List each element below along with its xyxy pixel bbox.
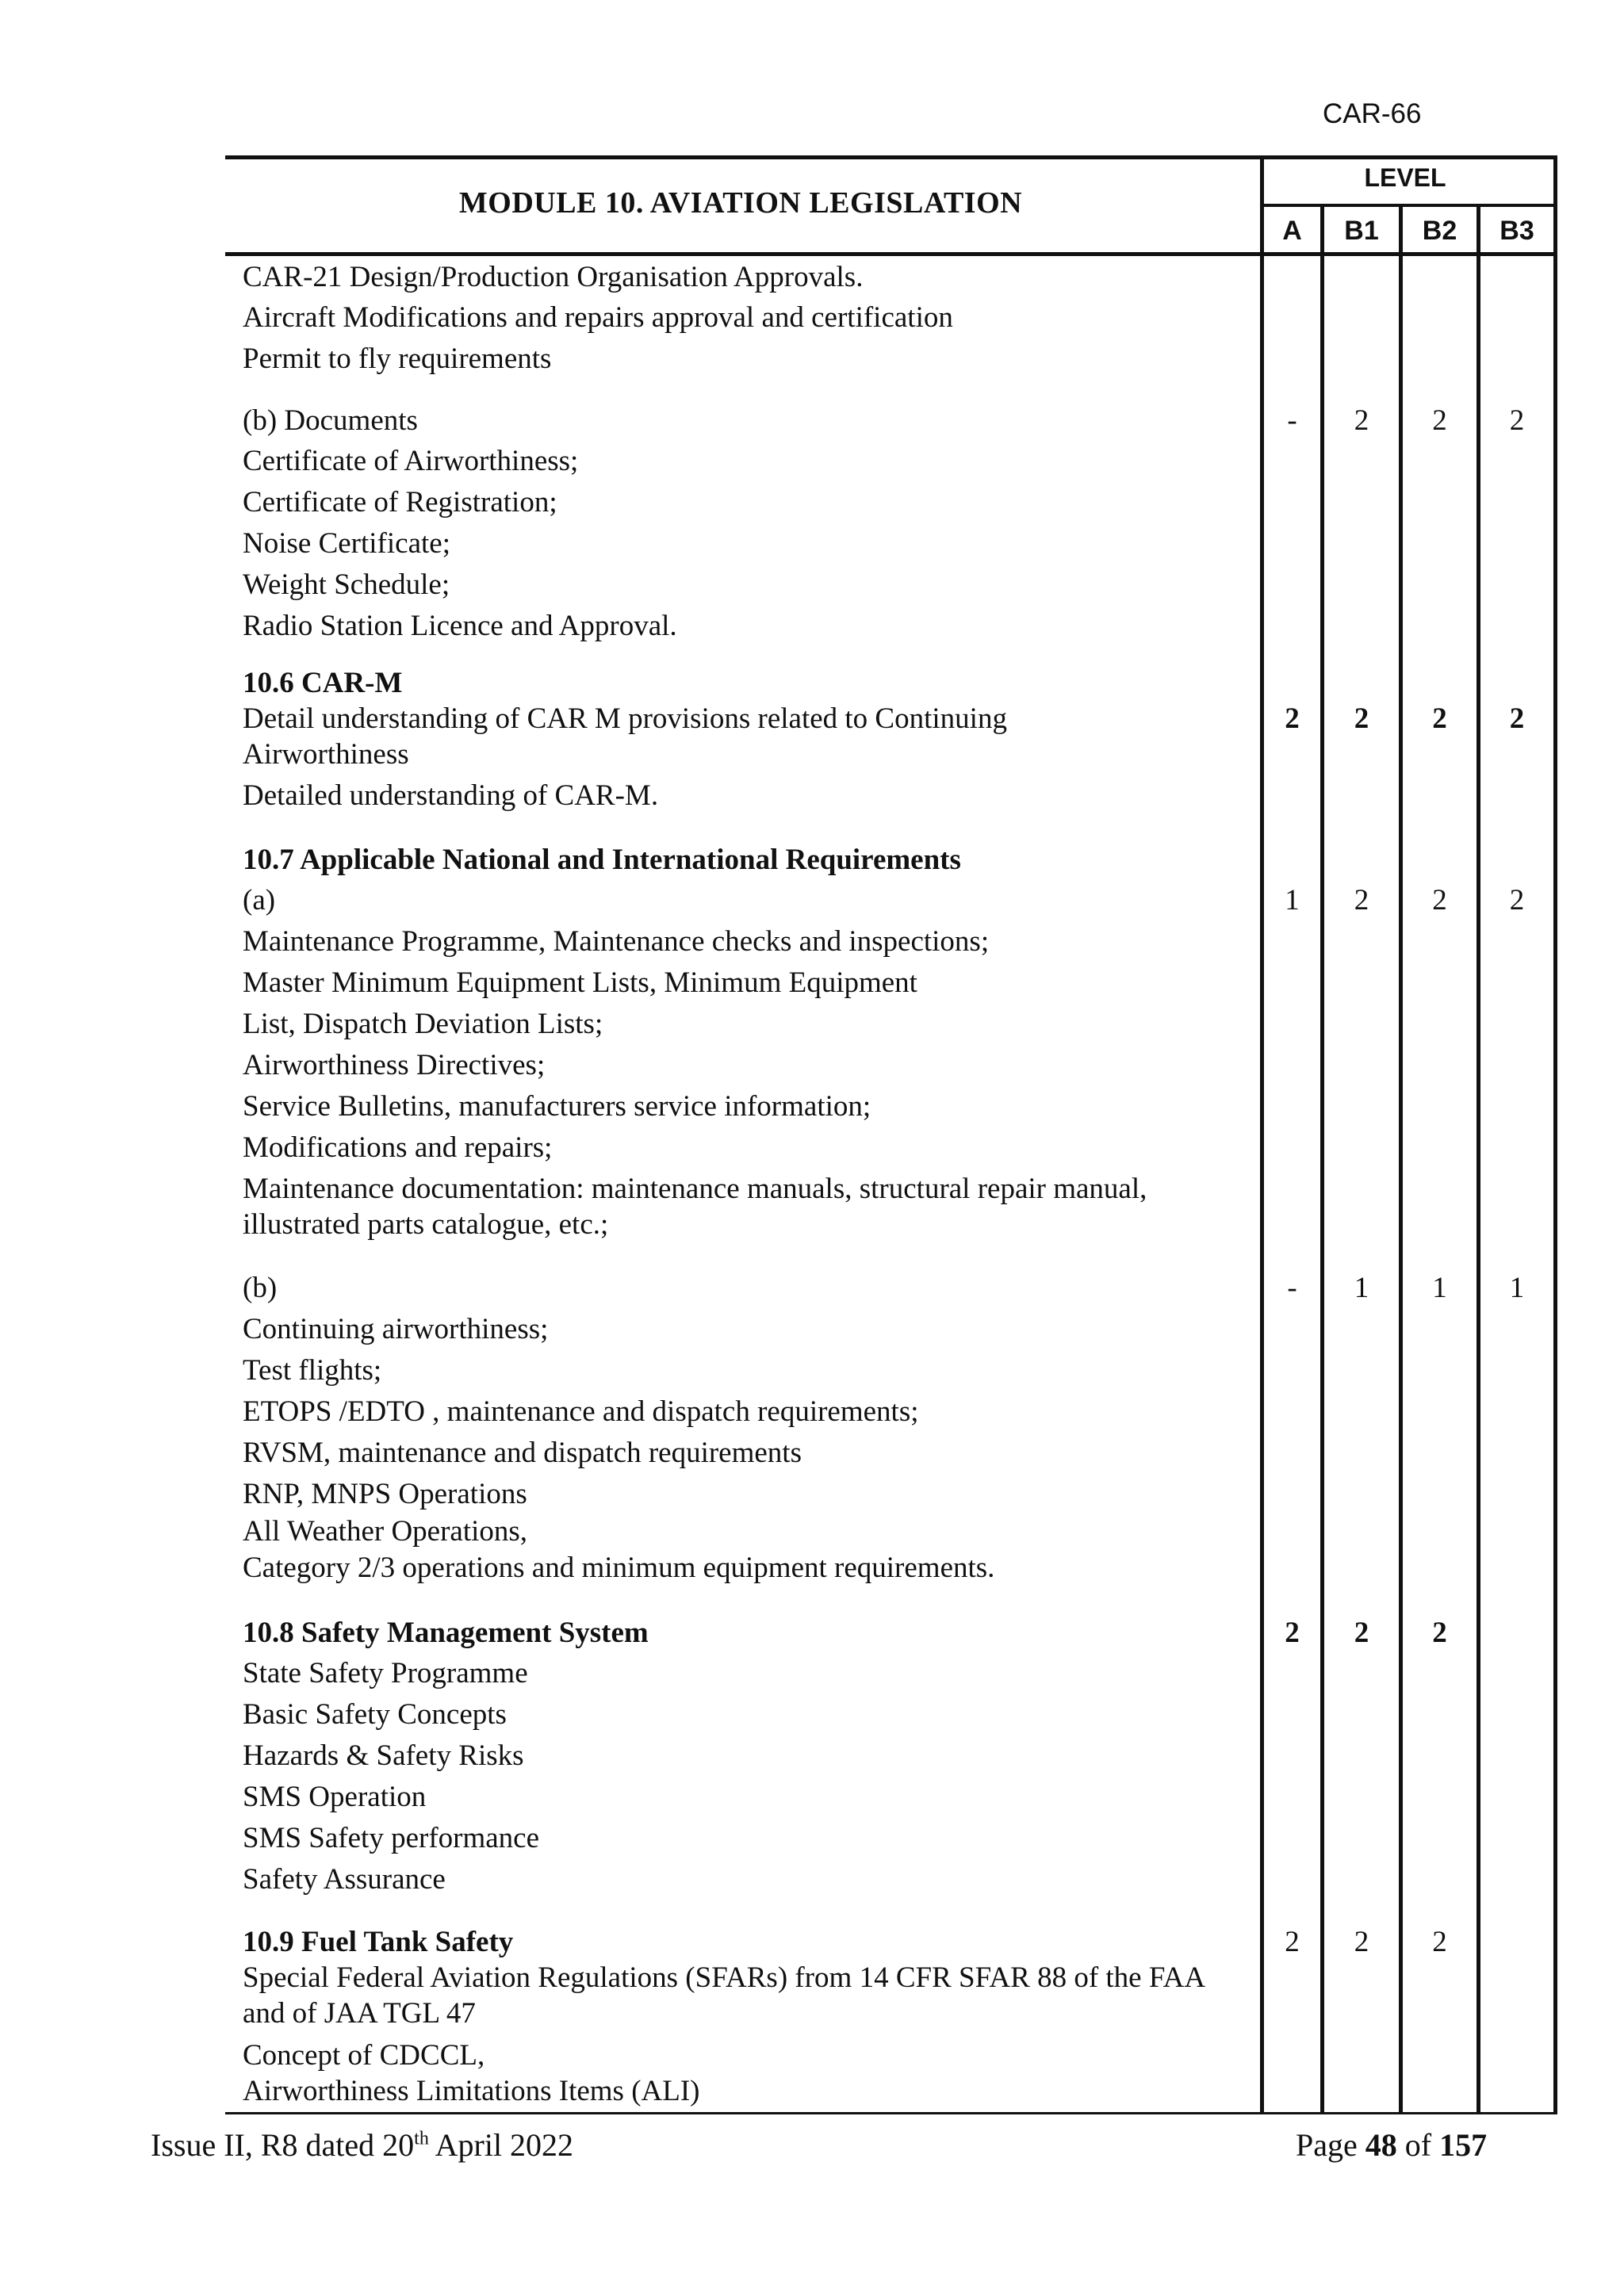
document-code: CAR-66: [1323, 98, 1422, 129]
issue-date-prefix: Issue II, R8 dated 20: [151, 2127, 415, 2163]
topic-line: Permit to fly requirements: [243, 342, 552, 375]
current-page: 48: [1365, 2127, 1397, 2163]
topic-line: Detail understanding of CAR M provisions related to Continuing: [243, 702, 1007, 735]
topic-line: RNP, MNPS Operations: [243, 1478, 527, 1510]
topic-line: Concept of CDCCL,: [243, 2039, 485, 2072]
level-b2-cell: 1: [1432, 1272, 1447, 1304]
topic-line: (a): [243, 884, 276, 916]
level-header: LEVEL: [1364, 163, 1446, 192]
level-b1-cell: 1: [1354, 1272, 1369, 1304]
topic-line: Certificate of Airworthiness;: [243, 445, 579, 477]
section-heading: 10.9 Fuel Tank Safety: [243, 1926, 514, 1958]
topic-line: Airworthiness Directives;: [243, 1049, 546, 1081]
level-a-cell: 2: [1285, 702, 1300, 735]
page-number: [1296, 2126, 1487, 2164]
column-divider-b1-b2: [1399, 204, 1403, 2114]
level-b2-cell: 2: [1432, 702, 1447, 735]
topic-line: Noise Certificate;: [243, 527, 450, 560]
topic-line: CAR-21 Design/Production Organisation Approvals.: [243, 261, 864, 293]
topic-line: Hazards & Safety Risks: [243, 1739, 524, 1772]
level-b3-cell: 1: [1509, 1272, 1525, 1304]
topic-line: Weight Schedule;: [243, 568, 450, 601]
topic-line: List, Dispatch Deviation Lists;: [243, 1008, 603, 1040]
topic-line: Maintenance Programme, Maintenance checks and inspections;: [243, 925, 990, 958]
column-header-b2: B2: [1422, 216, 1457, 246]
module-title: MODULE 10. AVIATION LEGISLATION: [458, 186, 1023, 220]
topic-line: Modifications and repairs;: [243, 1131, 553, 1164]
topic-line: Certificate of Registration;: [243, 486, 557, 519]
level-a-cell: 2: [1285, 1617, 1300, 1649]
page-label: Page: [1296, 2127, 1365, 2163]
topic-line: Category 2/3 operations and minimum equipment requirements.: [243, 1552, 995, 1584]
column-header-b3: B3: [1500, 216, 1534, 246]
section-heading: 10.8 Safety Management System: [243, 1617, 649, 1649]
level-b3-cell: 2: [1509, 404, 1525, 437]
issue-date: [151, 2126, 573, 2164]
topic-line: Test flights;: [243, 1354, 382, 1387]
topic-line: Safety Assurance: [243, 1863, 446, 1896]
issue-date-ordinal: th: [414, 2128, 429, 2149]
table-header-bottom-rule: [225, 252, 1557, 256]
topic-line: (b) Documents: [243, 404, 418, 437]
topic-line: Airworthiness Limitations Items (ALI): [243, 2075, 700, 2107]
topic-line: Maintenance documentation: maintenance manuals, structural repair manual,: [243, 1173, 1147, 1205]
level-column-border-left: [1260, 155, 1264, 2114]
topic-line: SMS Operation: [243, 1781, 427, 1813]
level-b1-cell: 2: [1354, 884, 1369, 916]
topic-line: ETOPS /EDTO , maintenance and dispatch requirements;: [243, 1395, 919, 1428]
level-b1-cell: 2: [1354, 1617, 1369, 1649]
level-a-cell: -: [1287, 1272, 1297, 1304]
level-a-cell: 2: [1285, 1926, 1300, 1958]
column-header-b1: B1: [1344, 216, 1379, 246]
table-bottom-rule: [225, 2112, 1557, 2114]
section-heading: 10.6 CAR-M: [243, 667, 403, 699]
level-a-cell: -: [1287, 404, 1297, 437]
total-pages: 157: [1439, 2127, 1488, 2163]
level-b2-cell: 2: [1432, 1617, 1447, 1649]
level-b3-cell: 2: [1509, 884, 1525, 916]
page-of-label: of: [1396, 2127, 1440, 2163]
level-b3-cell: 2: [1509, 702, 1525, 735]
level-b2-cell: 2: [1432, 404, 1447, 437]
topic-line: Continuing airworthiness;: [243, 1313, 549, 1345]
level-b1-cell: 2: [1354, 702, 1369, 735]
topic-line: Master Minimum Equipment Lists, Minimum Equipment: [243, 966, 917, 999]
topic-line: Basic Safety Concepts: [243, 1698, 507, 1731]
level-a-cell: 1: [1285, 884, 1300, 916]
topic-line: (b): [243, 1272, 278, 1304]
topic-line: RVSM, maintenance and dispatch requirements: [243, 1437, 802, 1469]
issue-date-suffix: April 2022: [428, 2127, 574, 2163]
topic-line: SMS Safety performance: [243, 1822, 540, 1854]
topic-line: Special Federal Aviation Regulations (SFARs) from 14 CFR SFAR 88 of the FAA: [243, 1961, 1206, 1994]
topic-line: Detailed understanding of CAR-M.: [243, 779, 659, 812]
topic-line: Radio Station Licence and Approval.: [243, 610, 677, 642]
section-heading: 10.7 Applicable National and International Requirements: [243, 844, 961, 876]
level-b2-cell: 2: [1432, 884, 1447, 916]
level-b2-cell: 2: [1432, 1926, 1447, 1958]
topic-line: Aircraft Modifications and repairs approval and certification: [243, 301, 953, 334]
topic-line: and of JAA TGL 47: [243, 1997, 476, 2030]
topic-line: Service Bulletins, manufacturers service information;: [243, 1090, 871, 1123]
topic-line: illustrated parts catalogue, etc.;: [243, 1208, 609, 1241]
column-divider-b2-b3: [1477, 204, 1480, 2114]
level-header-rule: [1260, 204, 1557, 207]
topic-line: State Safety Programme: [243, 1657, 528, 1689]
level-column-border-right: [1553, 155, 1557, 2114]
level-b1-cell: 2: [1354, 1926, 1369, 1958]
column-header-a: A: [1282, 216, 1302, 246]
column-divider-a-b1: [1320, 204, 1324, 2114]
table-top-rule: [225, 155, 1557, 159]
topic-line: All Weather Operations,: [243, 1515, 528, 1548]
level-b1-cell: 2: [1354, 404, 1369, 437]
topic-line: Airworthiness: [243, 738, 409, 771]
